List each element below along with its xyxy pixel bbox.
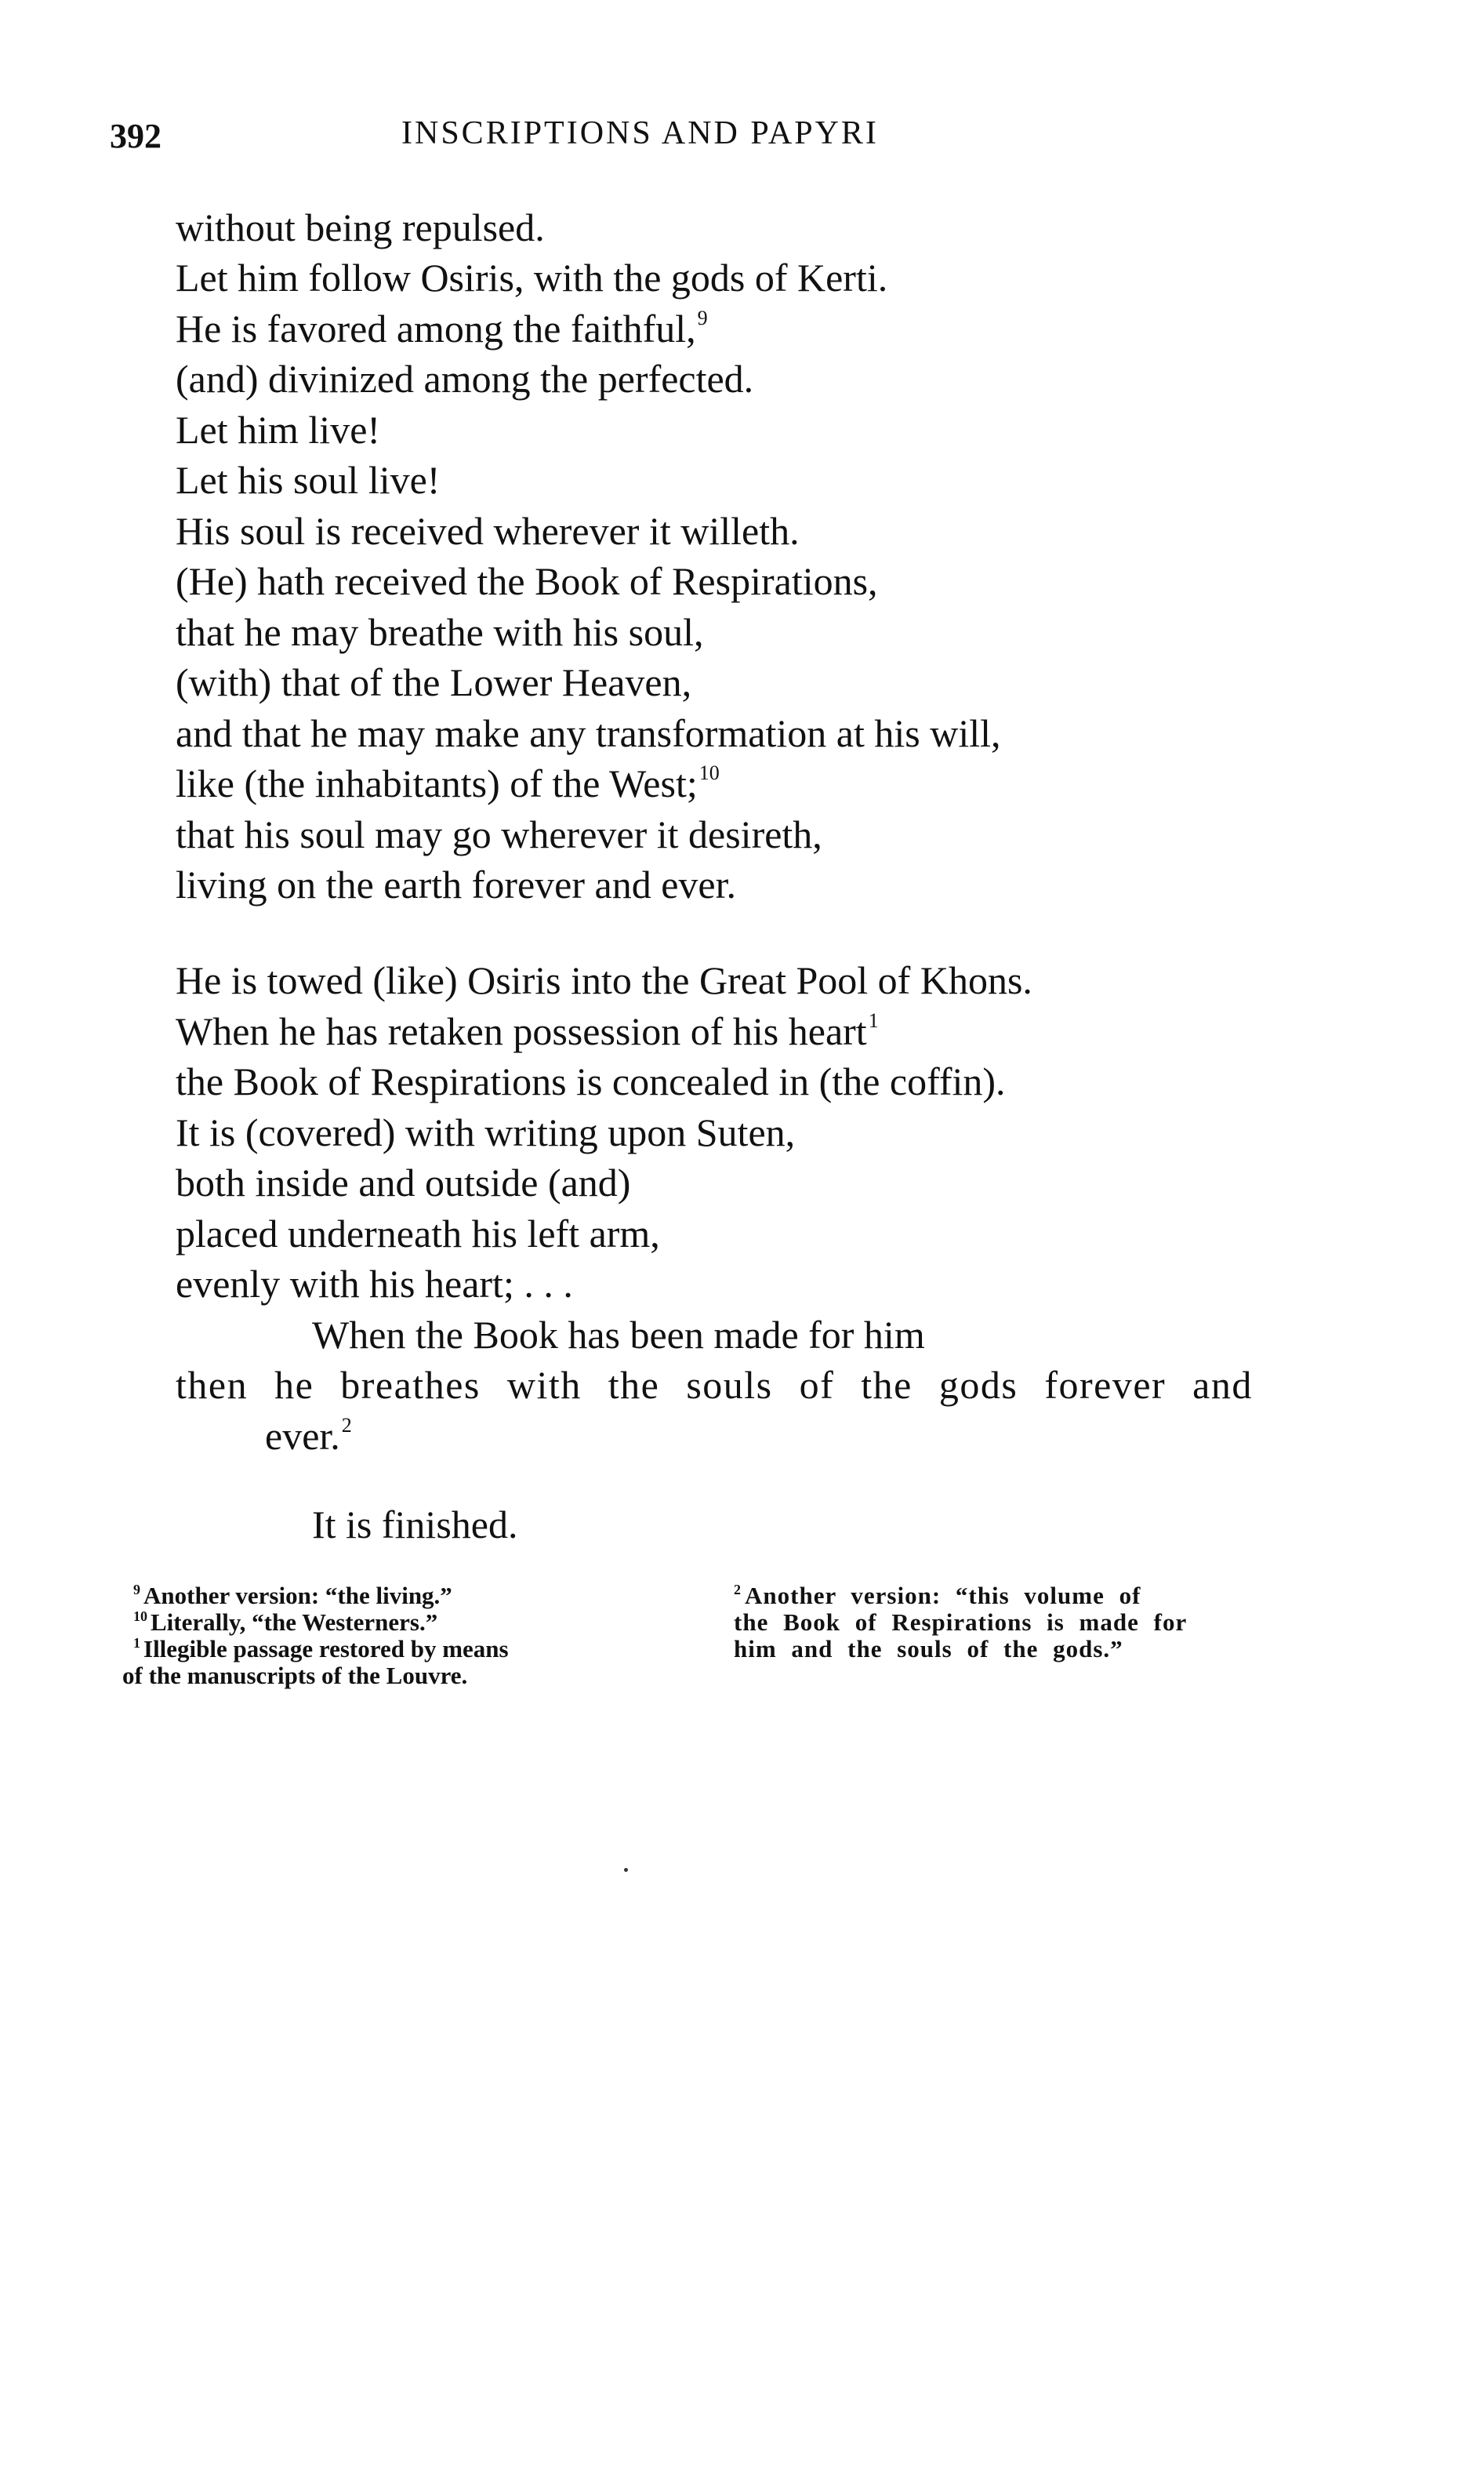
verse-line: It is (covered) with writing upon Suten,	[176, 1110, 796, 1154]
verse-line: without being repulsed.	[176, 205, 545, 249]
verse-line: (and) divinized among the perfected.	[176, 357, 754, 401]
footnote: $^1$ Illegible passage restored by means	[133, 1635, 509, 1662]
closing-line: It is finished.	[312, 1503, 518, 1546]
verse-line: like (the inhabitants) of the West;$^{10}$	[176, 761, 720, 805]
page-number: 392	[110, 117, 161, 155]
verse-line: Let his soul live!	[176, 458, 441, 502]
verse-line: living on the earth forever and ever.	[176, 863, 736, 907]
footnotes-left-column	[122, 1582, 682, 1689]
verse-line: and that he may make any transformation at his will,	[176, 711, 1001, 755]
verse-line: His soul is received wherever it willeth.	[176, 509, 800, 553]
verse-line: then he breathes with the souls of the gods forever and	[176, 1363, 1253, 1407]
footnotes-right-column	[734, 1583, 1314, 1662]
verse-line: both inside and outside (and)	[176, 1161, 631, 1205]
verse-line: that his soul may go wherever it desireth,	[176, 812, 822, 856]
footnote-ref: 10	[698, 761, 720, 784]
verse-line: (He) hath received the Book of Respirations,	[176, 559, 878, 603]
footnote: $^2$ Another version: “this volume of	[734, 1582, 1141, 1609]
footnote-ref: 9	[697, 307, 708, 329]
footnote: $^9$ Another version: “the living.”	[133, 1582, 452, 1609]
footnote-ref: 2	[341, 1414, 352, 1437]
verse-line: the Book of Respirations is concealed in (the coffin).	[176, 1059, 1006, 1103]
verse-line: ever.$^2$	[265, 1414, 352, 1458]
footnote-continuation: the Book of Respirations is made for	[734, 1608, 1188, 1636]
verse-line: that he may breathe with his soul,	[176, 610, 704, 654]
verse-line: He is towed (like) Osiris into the Great Pool of Khons.	[176, 958, 1032, 1002]
verse-line: evenly with his heart; . . .	[176, 1262, 573, 1306]
footnote-ref: 1	[868, 1009, 879, 1032]
verse-line: When the Book has been made for him	[312, 1313, 925, 1357]
verse-line: He is favored among the faithful,$^9$	[176, 307, 708, 351]
verse-line: placed underneath his left arm,	[176, 1212, 660, 1255]
verse-line: (with) that of the Lower Heaven,	[176, 660, 692, 704]
footnote: $^{10}$ Literally, “the Westerners.”	[133, 1608, 438, 1636]
footnote-continuation: of the manuscripts of the Louvre.	[122, 1662, 468, 1689]
verse-line: Let him follow Osiris, with the gods of Kerti.	[176, 256, 888, 300]
page-header	[0, 111, 1484, 166]
footnote-continuation: him and the souls of the gods.”	[734, 1635, 1123, 1662]
stray-mark	[624, 1868, 628, 1872]
verse-line: When he has retaken possession of his heart$^1$	[176, 1009, 879, 1053]
running-head: INSCRIPTIONS AND PAPYRI	[401, 115, 879, 151]
verse-line: Let him live!	[176, 408, 381, 452]
